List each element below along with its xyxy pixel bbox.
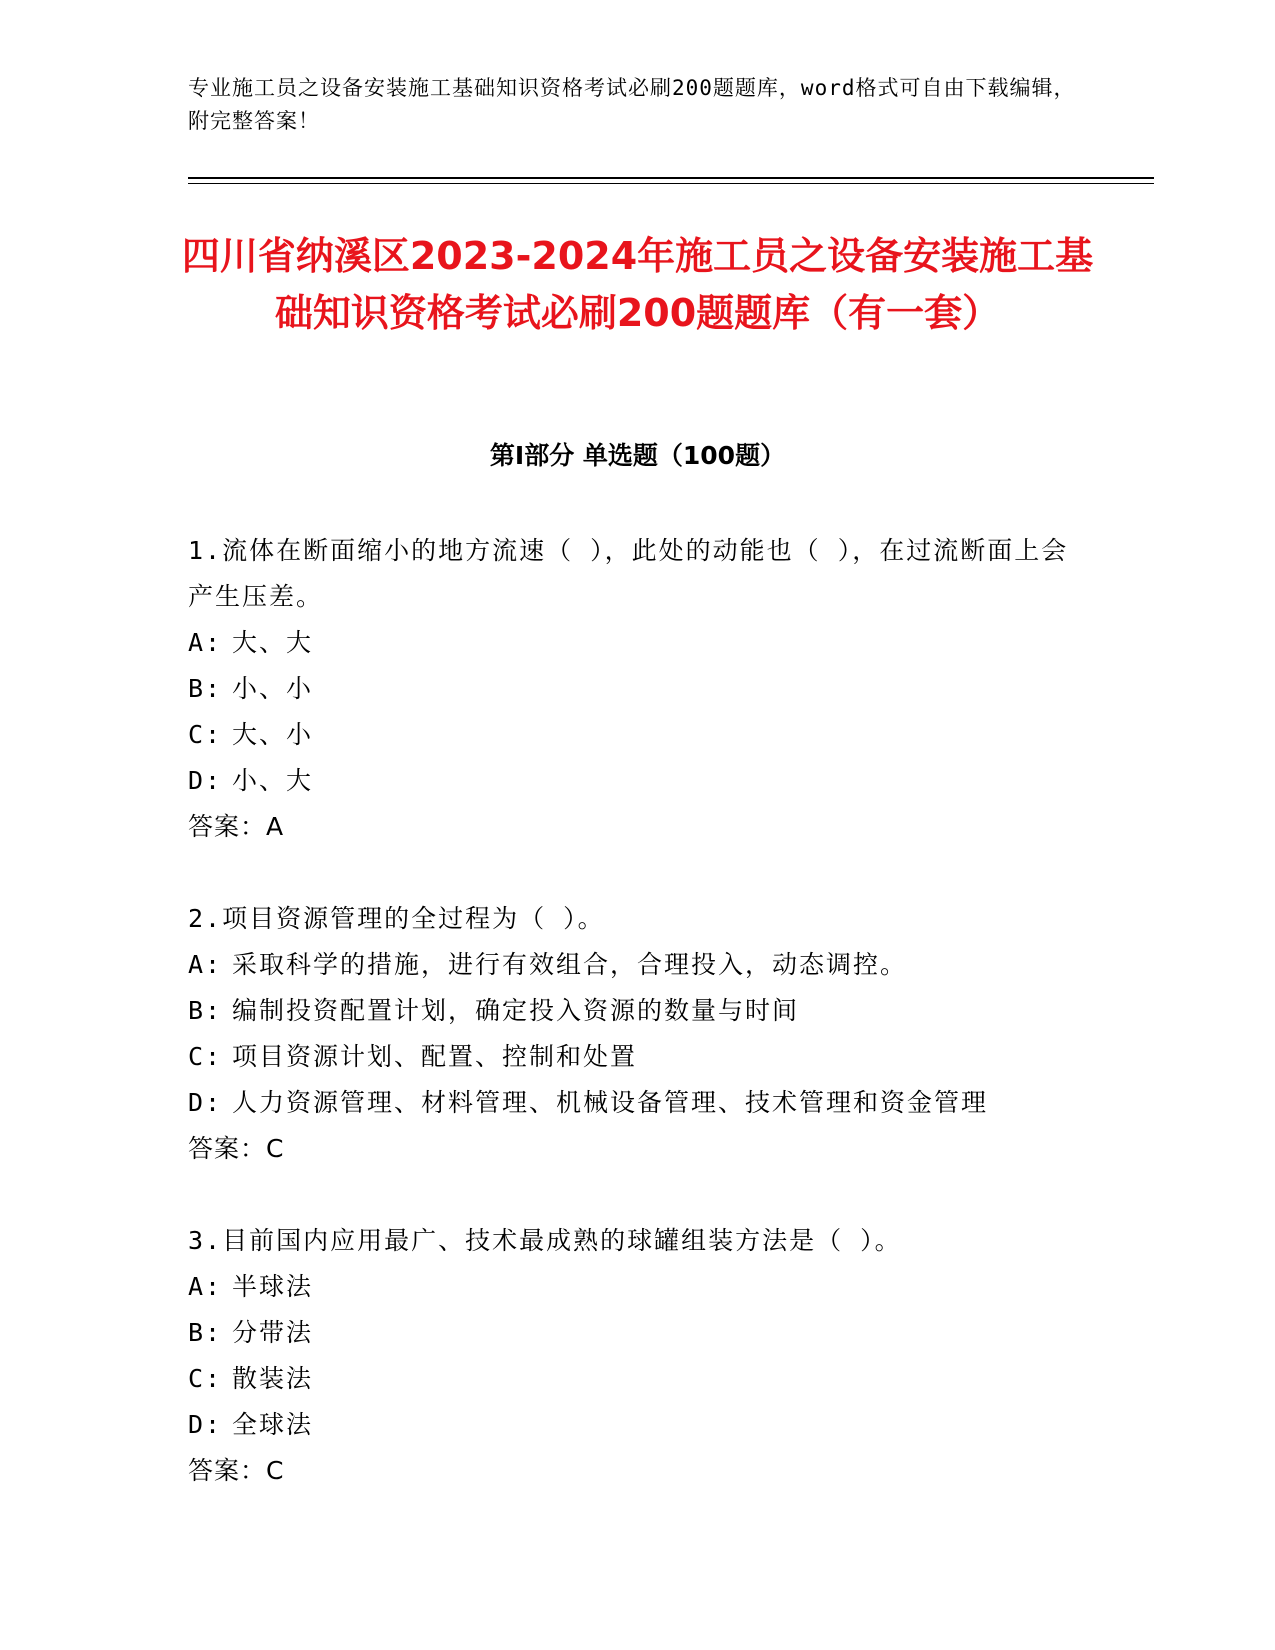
option-text: 编制投资配置计划，确定投入资源的数量与时间 <box>232 996 800 1025</box>
option-c <box>188 1034 1088 1080</box>
option-text: 人力资源管理、材料管理、机械设备管理、技术管理和资金管理 <box>232 1088 989 1117</box>
option-a <box>188 620 1088 666</box>
option-b <box>188 1310 1088 1356</box>
option-text: 小、小 <box>232 674 314 703</box>
option-d <box>188 1402 1088 1448</box>
option-a <box>188 942 1088 988</box>
question-answer: 答案：C <box>188 1134 285 1163</box>
question-stem: 1.流体在断面缩小的地方流速（ ），此处的动能也（ ），在过流断面上会产生压差。 <box>188 536 1069 611</box>
option-b <box>188 988 1088 1034</box>
option-key: D: <box>188 1410 223 1439</box>
option-text: 项目资源计划、配置、控制和处置 <box>232 1042 638 1071</box>
option-text: 分带法 <box>232 1318 314 1347</box>
document-title: 四川省纳溪区2023-2024年施工员之设备安装施工基础知识资格考试必刷200题题库（有一套） <box>181 234 1094 335</box>
option-c <box>188 712 1088 758</box>
option-text: 采取科学的措施，进行有效组合，合理投入，动态调控。 <box>232 950 908 979</box>
option-key: A: <box>188 950 223 979</box>
option-d <box>188 1080 1088 1126</box>
question-answer: 答案：A <box>188 812 285 841</box>
option-text: 小、大 <box>232 766 314 795</box>
header-divider-thick <box>188 177 1154 179</box>
option-key: A: <box>188 628 223 657</box>
option-c <box>188 1356 1088 1402</box>
option-key: C: <box>188 1042 223 1071</box>
option-key: B: <box>188 674 223 703</box>
question-item <box>188 1218 1088 1494</box>
question-item <box>188 896 1088 1172</box>
option-key: A: <box>188 1272 223 1301</box>
option-text: 半球法 <box>232 1272 314 1301</box>
option-key: D: <box>188 1088 223 1117</box>
option-text: 大、大 <box>232 628 314 657</box>
question-stem: 2.项目资源管理的全过程为（ ）。 <box>188 904 605 933</box>
option-text: 大、小 <box>232 720 314 749</box>
option-a <box>188 1264 1088 1310</box>
option-b <box>188 666 1088 712</box>
option-d <box>188 758 1088 804</box>
header-note: 专业施工员之设备安装施工基础知识资格考试必刷200题题库，word格式可自由下载编辑，附完整答案！ <box>188 76 1076 133</box>
question-item <box>188 528 1088 850</box>
question-answer: 答案：C <box>188 1456 285 1485</box>
option-text: 全球法 <box>232 1410 314 1439</box>
question-list <box>188 528 1088 1540</box>
section-title: 第I部分 单选题（100题） <box>489 441 786 470</box>
option-text: 散装法 <box>232 1364 314 1393</box>
option-key: B: <box>188 1318 223 1347</box>
option-key: C: <box>188 1364 223 1393</box>
option-key: D: <box>188 766 223 795</box>
option-key: C: <box>188 720 223 749</box>
question-stem: 3.目前国内应用最广、技术最成熟的球罐组装方法是（ ）。 <box>188 1226 902 1255</box>
header-divider-thin <box>188 183 1154 184</box>
option-key: B: <box>188 996 223 1025</box>
